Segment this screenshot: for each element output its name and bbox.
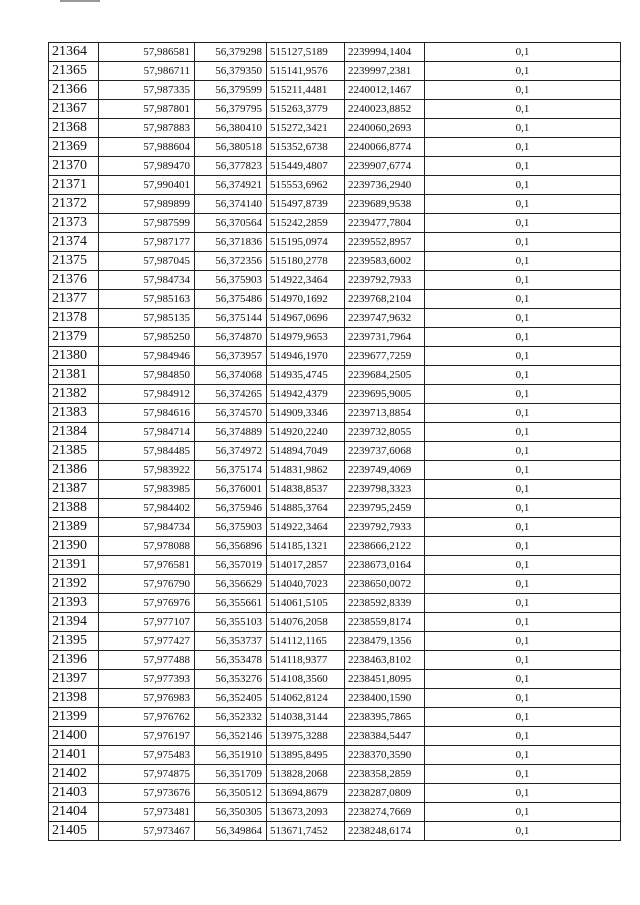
longitude-cell: 56,375486 [195,290,267,309]
table-row [49,442,621,461]
y-coordinate-cell: 2239798,3323 [345,480,425,499]
point-number: 21402 [49,765,99,784]
value-cell: 0,1 [425,689,621,708]
point-number: 21367 [49,100,99,119]
longitude-cell: 56,353478 [195,651,267,670]
point-number: 21384 [49,423,99,442]
point-number: 21389 [49,518,99,537]
y-coordinate-cell: 2239713,8854 [345,404,425,423]
value-cell: 0,1 [425,119,621,138]
table-row [49,62,621,81]
x-coordinate-cell: 513828,2068 [267,765,345,784]
point-number: 21372 [49,195,99,214]
scan-mark [60,0,100,2]
point-number: 21387 [49,480,99,499]
y-coordinate-cell: 2239736,2940 [345,176,425,195]
point-number: 21368 [49,119,99,138]
y-coordinate-cell: 2238384,5447 [345,727,425,746]
table-row [49,43,621,62]
longitude-cell: 56,372356 [195,252,267,271]
longitude-cell: 56,375946 [195,499,267,518]
longitude-cell: 56,380518 [195,138,267,157]
table-row [49,347,621,366]
longitude-cell: 56,352405 [195,689,267,708]
point-number: 21390 [49,537,99,556]
y-coordinate-cell: 2238463,8102 [345,651,425,670]
x-coordinate-cell: 513895,8495 [267,746,345,765]
latitude-cell: 57,977427 [99,632,195,651]
latitude-cell: 57,984734 [99,271,195,290]
x-coordinate-cell: 515180,2778 [267,252,345,271]
y-coordinate-cell: 2239747,9632 [345,309,425,328]
value-cell: 0,1 [425,594,621,613]
latitude-cell: 57,987801 [99,100,195,119]
coordinates-table-container [48,42,620,841]
point-number: 21393 [49,594,99,613]
point-number: 21380 [49,347,99,366]
table-row [49,423,621,442]
table-row [49,328,621,347]
x-coordinate-cell: 514967,0696 [267,309,345,328]
latitude-cell: 57,985135 [99,309,195,328]
x-coordinate-cell: 514038,3144 [267,708,345,727]
value-cell: 0,1 [425,347,621,366]
longitude-cell: 56,356896 [195,537,267,556]
latitude-cell: 57,985163 [99,290,195,309]
point-number: 21382 [49,385,99,404]
x-coordinate-cell: 514979,9653 [267,328,345,347]
point-number: 21369 [49,138,99,157]
x-coordinate-cell: 514076,2058 [267,613,345,632]
y-coordinate-cell: 2238395,7865 [345,708,425,727]
table-row [49,385,621,404]
point-number: 21375 [49,252,99,271]
x-coordinate-cell: 515141,9576 [267,62,345,81]
y-coordinate-cell: 2238666,2122 [345,537,425,556]
longitude-cell: 56,355103 [195,613,267,632]
table-row [49,708,621,727]
point-number: 21381 [49,366,99,385]
point-number: 21386 [49,461,99,480]
x-coordinate-cell: 515195,0974 [267,233,345,252]
longitude-cell: 56,353276 [195,670,267,689]
longitude-cell: 56,374140 [195,195,267,214]
y-coordinate-cell: 2239695,9005 [345,385,425,404]
latitude-cell: 57,987177 [99,233,195,252]
table-row [49,290,621,309]
x-coordinate-cell: 514185,1321 [267,537,345,556]
value-cell: 0,1 [425,727,621,746]
y-coordinate-cell: 2239689,9538 [345,195,425,214]
y-coordinate-cell: 2238673,0164 [345,556,425,575]
table-row [49,119,621,138]
point-number: 21385 [49,442,99,461]
y-coordinate-cell: 2238248,6174 [345,822,425,841]
value-cell: 0,1 [425,138,621,157]
y-coordinate-cell: 2238650,0072 [345,575,425,594]
point-number: 21370 [49,157,99,176]
longitude-cell: 56,356629 [195,575,267,594]
point-number: 21403 [49,784,99,803]
table-row [49,670,621,689]
latitude-cell: 57,983985 [99,480,195,499]
value-cell: 0,1 [425,537,621,556]
y-coordinate-cell: 2239684,2505 [345,366,425,385]
y-coordinate-cell: 2239731,7964 [345,328,425,347]
latitude-cell: 57,987599 [99,214,195,233]
point-number: 21397 [49,670,99,689]
value-cell: 0,1 [425,613,621,632]
table-row [49,81,621,100]
point-number: 21374 [49,233,99,252]
table-row [49,271,621,290]
point-number: 21371 [49,176,99,195]
longitude-cell: 56,374972 [195,442,267,461]
table-row [49,499,621,518]
latitude-cell: 57,973676 [99,784,195,803]
value-cell: 0,1 [425,556,621,575]
value-cell: 0,1 [425,708,621,727]
y-coordinate-cell: 2239583,6002 [345,252,425,271]
table-row [49,537,621,556]
table-row [49,233,621,252]
point-number: 21391 [49,556,99,575]
table-row [49,784,621,803]
longitude-cell: 56,377823 [195,157,267,176]
table-row [49,309,621,328]
value-cell: 0,1 [425,499,621,518]
point-number: 21364 [49,43,99,62]
longitude-cell: 56,374921 [195,176,267,195]
x-coordinate-cell: 515127,5189 [267,43,345,62]
value-cell: 0,1 [425,765,621,784]
value-cell: 0,1 [425,404,621,423]
longitude-cell: 56,374870 [195,328,267,347]
y-coordinate-cell: 2240066,8774 [345,138,425,157]
y-coordinate-cell: 2239677,7259 [345,347,425,366]
latitude-cell: 57,973467 [99,822,195,841]
latitude-cell: 57,989470 [99,157,195,176]
x-coordinate-cell: 514970,1692 [267,290,345,309]
latitude-cell: 57,990401 [99,176,195,195]
y-coordinate-cell: 2239795,2459 [345,499,425,518]
y-coordinate-cell: 2238358,2859 [345,765,425,784]
longitude-cell: 56,374265 [195,385,267,404]
longitude-cell: 56,379599 [195,81,267,100]
table-row [49,575,621,594]
x-coordinate-cell: 514920,2240 [267,423,345,442]
longitude-cell: 56,375903 [195,518,267,537]
value-cell: 0,1 [425,442,621,461]
y-coordinate-cell: 2240060,2693 [345,119,425,138]
table-row [49,252,621,271]
table-row [49,480,621,499]
latitude-cell: 57,986711 [99,62,195,81]
x-coordinate-cell: 514831,9862 [267,461,345,480]
longitude-cell: 56,350512 [195,784,267,803]
latitude-cell: 57,976790 [99,575,195,594]
value-cell: 0,1 [425,480,621,499]
y-coordinate-cell: 2238479,1356 [345,632,425,651]
value-cell: 0,1 [425,575,621,594]
x-coordinate-cell: 514946,1970 [267,347,345,366]
table-row [49,214,621,233]
table-row [49,195,621,214]
longitude-cell: 56,374570 [195,404,267,423]
x-coordinate-cell: 514894,7049 [267,442,345,461]
value-cell: 0,1 [425,176,621,195]
latitude-cell: 57,984946 [99,347,195,366]
value-cell: 0,1 [425,651,621,670]
point-number: 21366 [49,81,99,100]
latitude-cell: 57,986581 [99,43,195,62]
value-cell: 0,1 [425,43,621,62]
y-coordinate-cell: 2239792,7933 [345,271,425,290]
table-row [49,366,621,385]
x-coordinate-cell: 514061,5105 [267,594,345,613]
value-cell: 0,1 [425,290,621,309]
coordinates-table-body [49,43,621,841]
longitude-cell: 56,375174 [195,461,267,480]
table-row [49,822,621,841]
longitude-cell: 56,353737 [195,632,267,651]
longitude-cell: 56,375903 [195,271,267,290]
longitude-cell: 56,374889 [195,423,267,442]
table-row [49,727,621,746]
y-coordinate-cell: 2239552,8957 [345,233,425,252]
point-number: 21404 [49,803,99,822]
y-coordinate-cell: 2238400,1590 [345,689,425,708]
point-number: 21376 [49,271,99,290]
latitude-cell: 57,988604 [99,138,195,157]
value-cell: 0,1 [425,62,621,81]
coordinates-table [48,42,621,841]
longitude-cell: 56,375144 [195,309,267,328]
latitude-cell: 57,989899 [99,195,195,214]
longitude-cell: 56,350305 [195,803,267,822]
y-coordinate-cell: 2239732,8055 [345,423,425,442]
point-number: 21392 [49,575,99,594]
table-row [49,556,621,575]
value-cell: 0,1 [425,195,621,214]
x-coordinate-cell: 515263,3779 [267,100,345,119]
value-cell: 0,1 [425,252,621,271]
table-row [49,594,621,613]
latitude-cell: 57,976197 [99,727,195,746]
point-number: 21396 [49,651,99,670]
longitude-cell: 56,379350 [195,62,267,81]
y-coordinate-cell: 2238559,8174 [345,613,425,632]
table-row [49,138,621,157]
value-cell: 0,1 [425,746,621,765]
point-number: 21383 [49,404,99,423]
latitude-cell: 57,984402 [99,499,195,518]
value-cell: 0,1 [425,81,621,100]
latitude-cell: 57,978088 [99,537,195,556]
value-cell: 0,1 [425,271,621,290]
point-number: 21400 [49,727,99,746]
y-coordinate-cell: 2239907,6774 [345,157,425,176]
table-row [49,404,621,423]
latitude-cell: 57,984734 [99,518,195,537]
longitude-cell: 56,352146 [195,727,267,746]
x-coordinate-cell: 515272,3421 [267,119,345,138]
point-number: 21398 [49,689,99,708]
x-coordinate-cell: 513975,3288 [267,727,345,746]
longitude-cell: 56,371836 [195,233,267,252]
value-cell: 0,1 [425,784,621,803]
y-coordinate-cell: 2240012,1467 [345,81,425,100]
point-number: 21405 [49,822,99,841]
table-row [49,518,621,537]
y-coordinate-cell: 2239994,1404 [345,43,425,62]
latitude-cell: 57,984714 [99,423,195,442]
x-coordinate-cell: 514118,9377 [267,651,345,670]
value-cell: 0,1 [425,328,621,347]
latitude-cell: 57,987883 [99,119,195,138]
value-cell: 0,1 [425,157,621,176]
latitude-cell: 57,983922 [99,461,195,480]
latitude-cell: 57,976581 [99,556,195,575]
latitude-cell: 57,984850 [99,366,195,385]
latitude-cell: 57,984616 [99,404,195,423]
value-cell: 0,1 [425,461,621,480]
latitude-cell: 57,977488 [99,651,195,670]
value-cell: 0,1 [425,366,621,385]
y-coordinate-cell: 2239477,7804 [345,214,425,233]
point-number: 21365 [49,62,99,81]
x-coordinate-cell: 515553,6962 [267,176,345,195]
x-coordinate-cell: 514922,3464 [267,271,345,290]
point-number: 21395 [49,632,99,651]
latitude-cell: 57,973481 [99,803,195,822]
x-coordinate-cell: 515242,2859 [267,214,345,233]
value-cell: 0,1 [425,214,621,233]
y-coordinate-cell: 2238287,0809 [345,784,425,803]
table-row [49,157,621,176]
value-cell: 0,1 [425,803,621,822]
point-number: 21399 [49,708,99,727]
x-coordinate-cell: 514040,7023 [267,575,345,594]
table-row [49,632,621,651]
table-row [49,689,621,708]
table-row [49,613,621,632]
value-cell: 0,1 [425,423,621,442]
longitude-cell: 56,351709 [195,765,267,784]
x-coordinate-cell: 514108,3560 [267,670,345,689]
longitude-cell: 56,374068 [195,366,267,385]
x-coordinate-cell: 515352,6738 [267,138,345,157]
latitude-cell: 57,984912 [99,385,195,404]
y-coordinate-cell: 2238451,8095 [345,670,425,689]
x-coordinate-cell: 514922,3464 [267,518,345,537]
x-coordinate-cell: 514942,4379 [267,385,345,404]
value-cell: 0,1 [425,233,621,252]
y-coordinate-cell: 2239737,6068 [345,442,425,461]
latitude-cell: 57,985250 [99,328,195,347]
value-cell: 0,1 [425,822,621,841]
x-coordinate-cell: 514017,2857 [267,556,345,575]
table-row [49,651,621,670]
point-number: 21377 [49,290,99,309]
point-number: 21388 [49,499,99,518]
x-coordinate-cell: 513671,7452 [267,822,345,841]
y-coordinate-cell: 2238274,7669 [345,803,425,822]
x-coordinate-cell: 514112,1165 [267,632,345,651]
longitude-cell: 56,379298 [195,43,267,62]
x-coordinate-cell: 514062,8124 [267,689,345,708]
longitude-cell: 56,349864 [195,822,267,841]
x-coordinate-cell: 513673,2093 [267,803,345,822]
table-row [49,803,621,822]
latitude-cell: 57,974875 [99,765,195,784]
longitude-cell: 56,355661 [195,594,267,613]
latitude-cell: 57,987335 [99,81,195,100]
value-cell: 0,1 [425,100,621,119]
value-cell: 0,1 [425,385,621,404]
point-number: 21401 [49,746,99,765]
point-number: 21378 [49,309,99,328]
latitude-cell: 57,984485 [99,442,195,461]
value-cell: 0,1 [425,632,621,651]
point-number: 21373 [49,214,99,233]
y-coordinate-cell: 2238370,3590 [345,746,425,765]
point-number: 21379 [49,328,99,347]
longitude-cell: 56,379795 [195,100,267,119]
value-cell: 0,1 [425,670,621,689]
point-number: 21394 [49,613,99,632]
x-coordinate-cell: 514909,3346 [267,404,345,423]
latitude-cell: 57,977393 [99,670,195,689]
longitude-cell: 56,351910 [195,746,267,765]
x-coordinate-cell: 514885,3764 [267,499,345,518]
latitude-cell: 57,976983 [99,689,195,708]
latitude-cell: 57,987045 [99,252,195,271]
table-row [49,765,621,784]
table-row [49,176,621,195]
y-coordinate-cell: 2239749,4069 [345,461,425,480]
value-cell: 0,1 [425,518,621,537]
y-coordinate-cell: 2239997,2381 [345,62,425,81]
latitude-cell: 57,975483 [99,746,195,765]
y-coordinate-cell: 2239768,2104 [345,290,425,309]
latitude-cell: 57,976976 [99,594,195,613]
y-coordinate-cell: 2239792,7933 [345,518,425,537]
table-row [49,100,621,119]
longitude-cell: 56,376001 [195,480,267,499]
x-coordinate-cell: 515497,8739 [267,195,345,214]
value-cell: 0,1 [425,309,621,328]
longitude-cell: 56,352332 [195,708,267,727]
table-row [49,746,621,765]
longitude-cell: 56,357019 [195,556,267,575]
longitude-cell: 56,370564 [195,214,267,233]
table-row [49,461,621,480]
x-coordinate-cell: 515449,4807 [267,157,345,176]
latitude-cell: 57,977107 [99,613,195,632]
x-coordinate-cell: 514935,4745 [267,366,345,385]
x-coordinate-cell: 513694,8679 [267,784,345,803]
longitude-cell: 56,373957 [195,347,267,366]
x-coordinate-cell: 514838,8537 [267,480,345,499]
longitude-cell: 56,380410 [195,119,267,138]
y-coordinate-cell: 2238592,8339 [345,594,425,613]
x-coordinate-cell: 515211,4481 [267,81,345,100]
latitude-cell: 57,976762 [99,708,195,727]
y-coordinate-cell: 2240023,8852 [345,100,425,119]
